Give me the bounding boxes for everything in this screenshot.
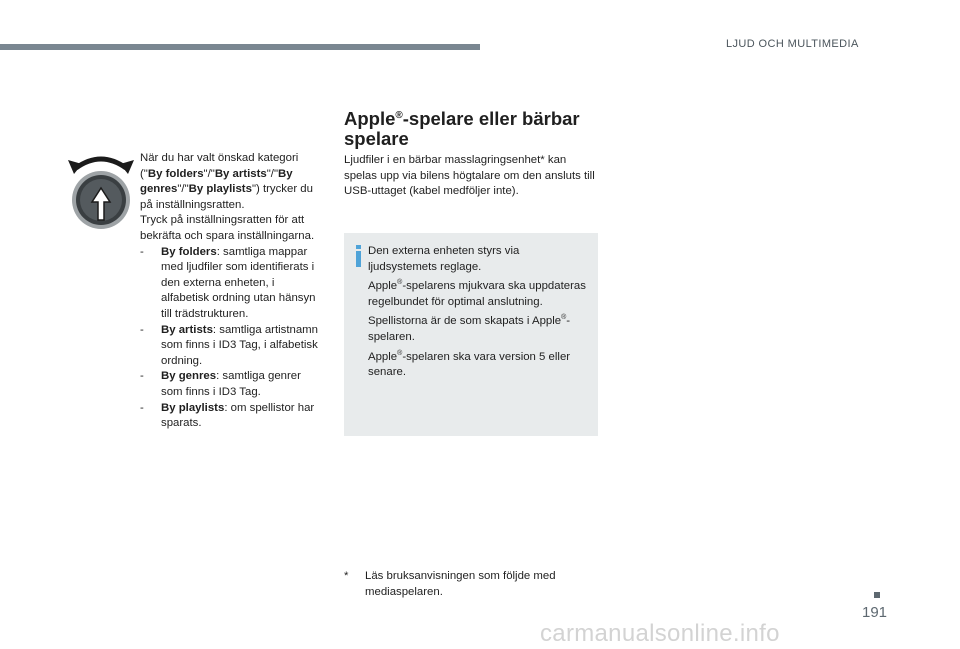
list-item-desc: : samtliga genrer som finns i ID3 Tag. (161, 370, 301, 398)
list-item-term: By playlists (161, 401, 225, 414)
info-paragraph (368, 346, 590, 381)
registered-mark: ® (561, 314, 567, 322)
text: -spelaren ska vara version 5 eller senare. (368, 350, 571, 379)
info-box (344, 233, 598, 436)
section-title: LJUD OCH MULTIMEDIA (726, 38, 859, 50)
term-by-genres: By genres (140, 167, 293, 196)
text: Apple (368, 280, 398, 293)
info-paragraph (368, 310, 590, 345)
footnote-text: Läs bruksanvisningen som följde med mediaspelaren. (365, 570, 556, 598)
text: När du har valt önskad kategori (" (140, 152, 299, 180)
text: -spelaren. (368, 315, 571, 343)
bullet-dash: - (140, 323, 144, 336)
bullet-dash: - (140, 245, 144, 258)
text: -spelarens mjukvara ska uppdateras regelbundet för optimal anslutning. (368, 280, 586, 308)
list-item (140, 401, 320, 432)
list-item-text (161, 245, 320, 323)
registered-mark: ® (397, 349, 403, 357)
bullet-dash: - (140, 370, 144, 383)
paragraph-select-category (140, 151, 320, 213)
registered-mark: ® (395, 110, 403, 121)
info-paragraph: Den externa enheten styrs via ljudsystemets reglage. (368, 245, 520, 273)
info-icon (354, 245, 364, 267)
list-item (140, 323, 320, 370)
text: Spellistorna är de som skapats i Apple (368, 315, 562, 328)
footnote-mark: * (344, 570, 349, 582)
category-instructions (140, 151, 320, 432)
info-text (368, 244, 590, 381)
term-by-playlists: By playlists (188, 183, 252, 196)
term-by-folders: By folders (147, 167, 204, 180)
text: "/" (177, 183, 189, 196)
list-item (140, 245, 320, 323)
rotary-knob-icon (64, 150, 138, 232)
list-item-desc: : om spellistor har sparats. (161, 401, 315, 430)
end-of-section-mark (874, 592, 880, 598)
text: Apple (368, 350, 398, 363)
header-accent-bar (0, 44, 480, 50)
heading-text: Apple (344, 108, 396, 129)
page-heading (344, 106, 604, 149)
term-by-artists: By artists (214, 167, 267, 180)
watermark: carmanualsonline.info (540, 620, 780, 647)
text: "/" (266, 167, 278, 180)
list-item-term: By folders (161, 245, 217, 258)
registered-mark: ® (397, 279, 403, 287)
bullet-dash: - (140, 401, 144, 414)
intro-paragraph: Ljudfiler i en bärbar masslagringsenhet* kan spelas upp via bilens högtalare om den ansluts till USB-uttaget (kabel medföljer inte). (344, 154, 595, 198)
paragraph-confirm: Tryck på inställningsratten för att bekräfta och spara inställningarna. (140, 214, 315, 242)
text: ") trycker du på inställningsratten. (140, 183, 313, 211)
list-item-text (161, 323, 320, 370)
list-item-desc: : samtliga mappar med ljudfiler som identifierats i den externa enheten, i alfabetisk ordning utan hänsyn till trädstrukturen. (161, 245, 316, 320)
list-item-text (161, 401, 320, 432)
text: "/" (203, 167, 215, 180)
list-item-term: By genres (161, 370, 217, 383)
list-item-desc: : samtliga artistnamn som finns i ID3 Tag, i alfabetisk ordning. (161, 323, 319, 367)
heading-text: -spelare eller bärbar spelare (344, 108, 580, 149)
list-item-text (161, 369, 320, 400)
list-item-term: By artists (161, 323, 213, 336)
footnote (344, 569, 598, 600)
page-number: 191 (862, 604, 888, 621)
info-paragraph (368, 275, 590, 310)
list-item (140, 369, 320, 400)
